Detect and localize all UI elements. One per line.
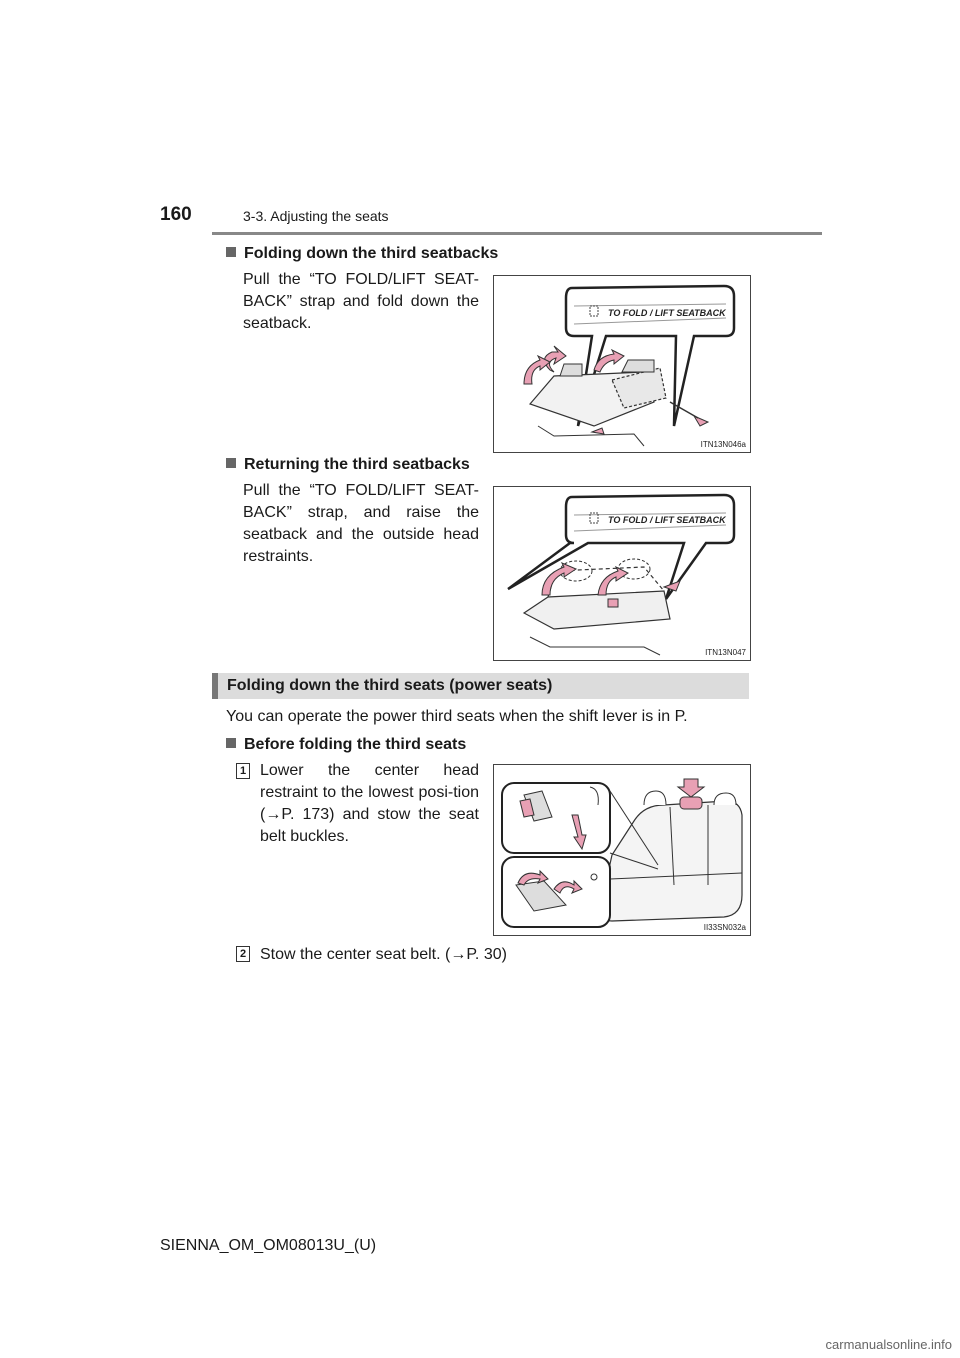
return-seatbacks-illustration bbox=[494, 487, 750, 660]
step-1-text: Lower the center head restraint to the lowest posi-tion (→P. 173) and stow the seat belt buckles. bbox=[260, 762, 479, 845]
figure-code: ITN13N047 bbox=[705, 648, 746, 657]
chapter-title: 3-3. Adjusting the seats bbox=[243, 208, 389, 224]
step-2-text: Stow the center seat belt. (→P. 30) bbox=[260, 946, 507, 963]
page-number: 160 bbox=[160, 204, 192, 225]
step-2-number: 2 bbox=[236, 946, 250, 962]
head-restraint-illustration bbox=[494, 765, 750, 935]
fold-seatbacks-heading-text: Folding down the third seatbacks bbox=[244, 245, 499, 262]
step-1-number: 1 bbox=[236, 763, 250, 779]
figure-code: II33SN032a bbox=[703, 923, 746, 932]
watermark: carmanualsonline.info bbox=[825, 1337, 952, 1352]
power-seats-section-title: Folding down the third seats (power seats) bbox=[227, 677, 553, 694]
square-bullet-icon bbox=[226, 738, 236, 748]
fold-seatbacks-heading bbox=[226, 245, 498, 263]
head-restraint-figure bbox=[493, 764, 751, 936]
fold-seatbacks-text: Pull the “TO FOLD/LIFT SEAT-BACK” strap and fold down the seatback. bbox=[243, 271, 479, 332]
before-folding-heading-text: Before folding the third seats bbox=[244, 736, 467, 753]
square-bullet-icon bbox=[226, 247, 236, 257]
power-seats-intro: You can operate the power third seats when the shift lever is in P. bbox=[226, 708, 688, 725]
header-rule bbox=[212, 232, 822, 235]
fold-seatbacks-figure bbox=[493, 275, 751, 453]
return-seatbacks-heading bbox=[226, 456, 470, 474]
strap-label-text: TO FOLD / LIFT SEATBACK bbox=[608, 515, 726, 525]
return-seatbacks-figure bbox=[493, 486, 751, 661]
document-id: SIENNA_OM_OM08013U_(U) bbox=[160, 1237, 377, 1254]
square-bullet-icon bbox=[226, 458, 236, 468]
return-seatbacks-heading-text: Returning the third seatbacks bbox=[244, 456, 470, 473]
strap-label-text: TO FOLD / LIFT SEATBACK bbox=[608, 308, 726, 318]
figure-code: ITN13N046a bbox=[700, 440, 746, 449]
power-seats-section-bar bbox=[212, 673, 749, 699]
fold-seatbacks-illustration bbox=[494, 276, 750, 452]
before-folding-heading bbox=[226, 736, 466, 754]
return-seatbacks-text: Pull the “TO FOLD/LIFT SEAT-BACK” strap, and raise the seatback and the outside head restraints. bbox=[243, 482, 479, 565]
